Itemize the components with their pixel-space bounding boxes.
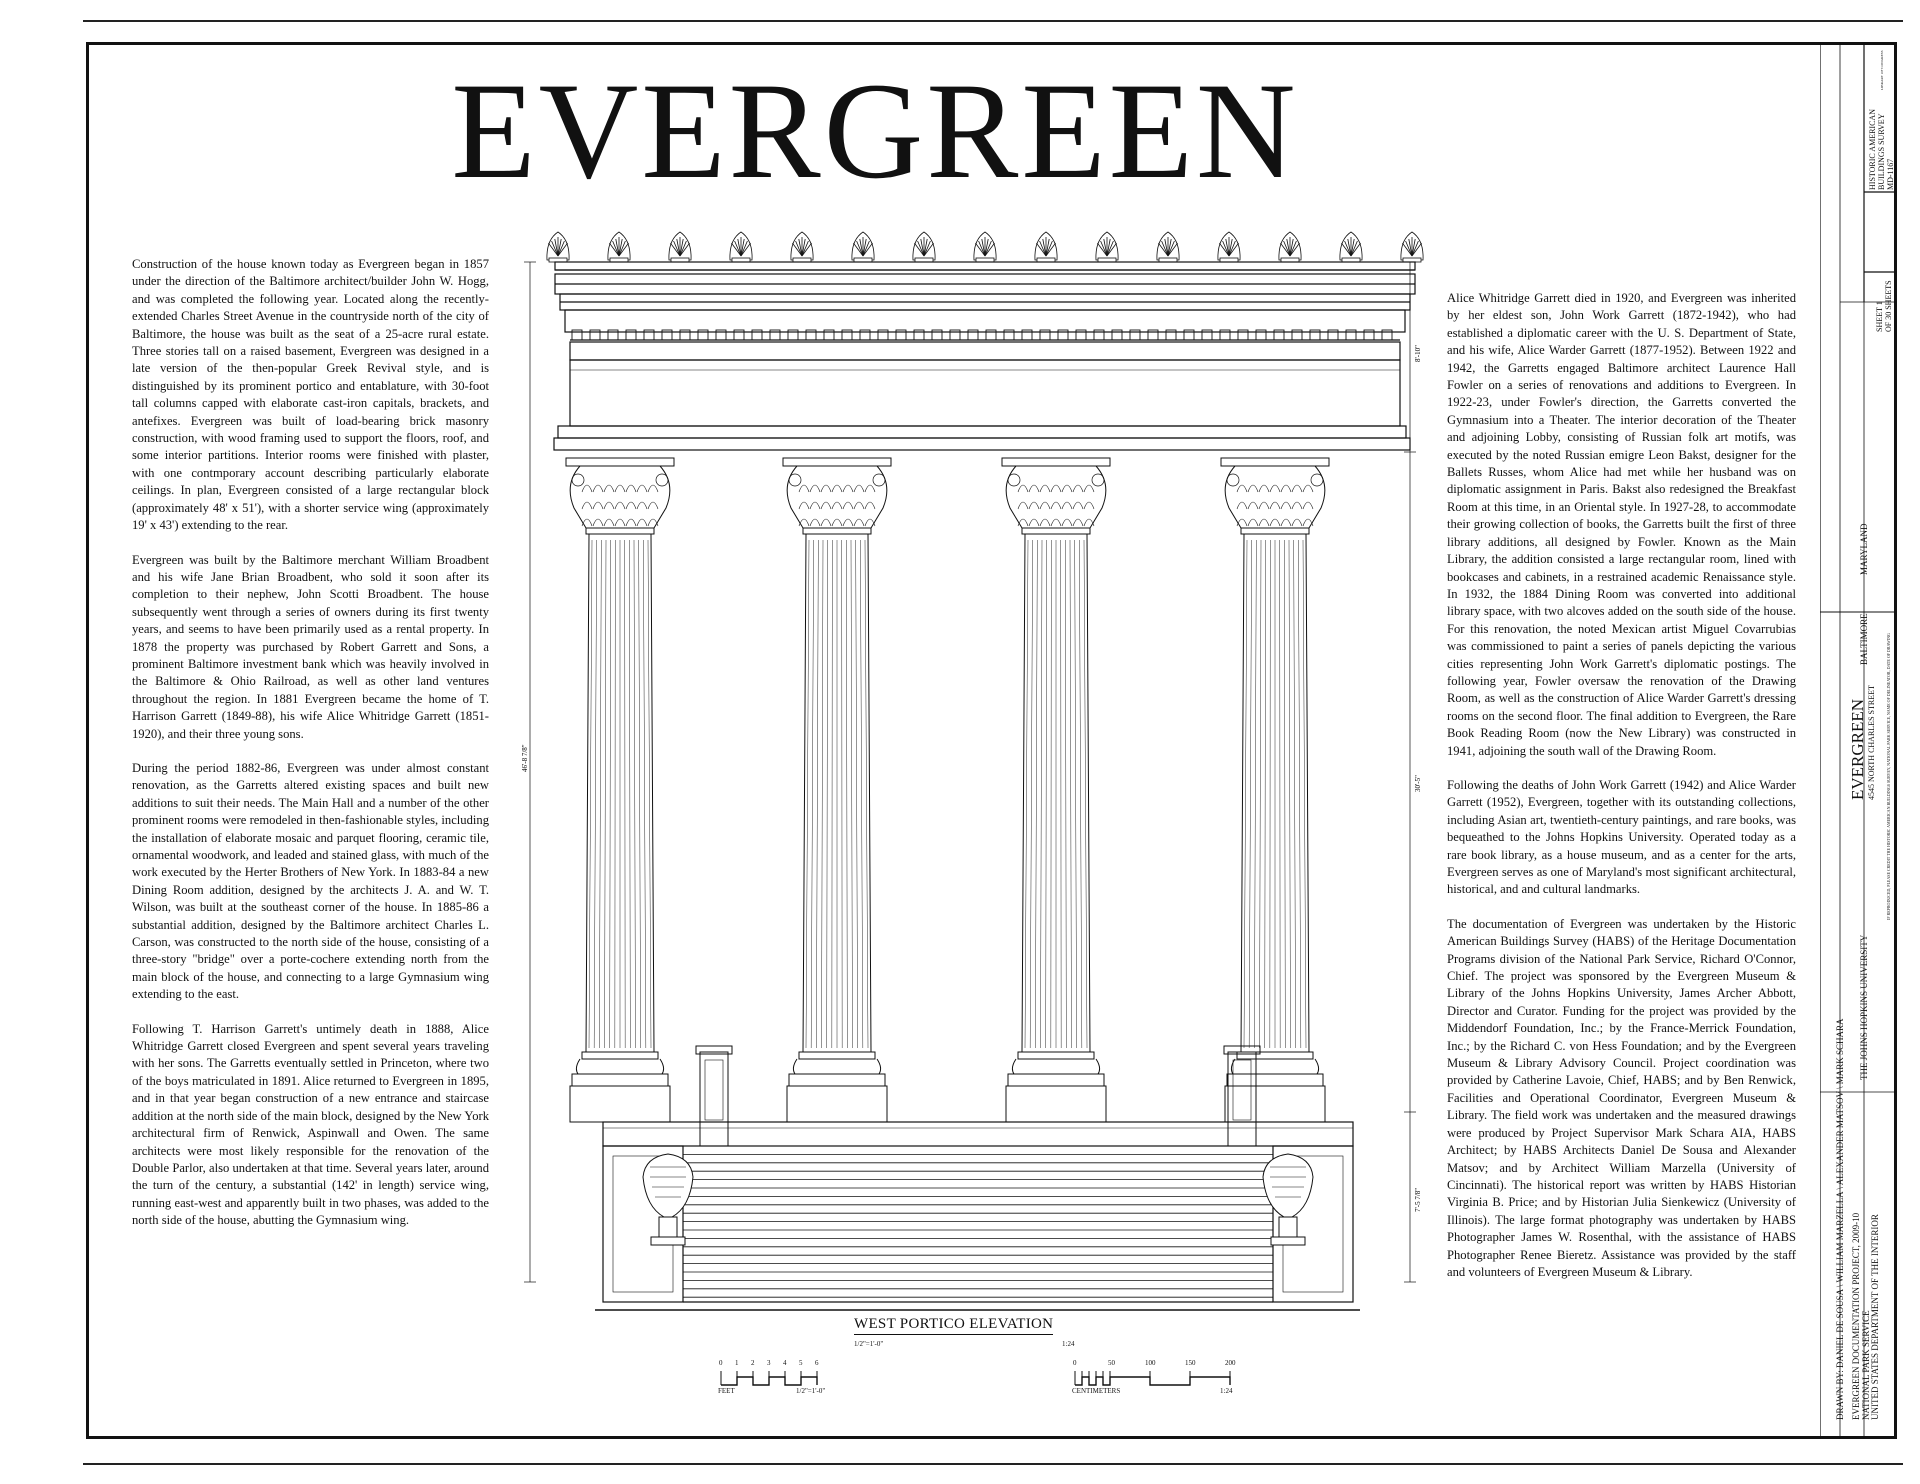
survey-line: HISTORIC AMERICAN	[1868, 109, 1877, 190]
stair-posts	[696, 1046, 1260, 1146]
history-paragraph: Following the deaths of John Work Garrett (1942) and Alice Warder Garrett (1952), Evergreen, together with its outstanding collections, including Asian art, twentieth-century paintings, and rare books, was bequeathed to the Johns Hopkins University. Operated today as a rare book library, as a house museum, and as a center for the arts, Evergreen serves as one of Maryland's most significant architectural, historical, and and cultural landmarks.	[1447, 777, 1796, 897]
corinthian-column	[1221, 458, 1329, 1122]
scale-tick-label: 150	[1185, 1359, 1196, 1367]
project-info	[1852, 1213, 1881, 1420]
state-name: MARYLAND	[1859, 523, 1869, 575]
portico-elevation-drawing	[500, 222, 1435, 1312]
antefix-row	[547, 232, 1423, 262]
antefix-ornament	[1401, 232, 1423, 262]
survey-info	[1868, 109, 1895, 190]
building-address: 4545 NORTH CHARLES STREET	[1867, 685, 1876, 800]
owner-name: THE JOHNS HOPKINS UNIVERSITY	[1859, 934, 1869, 1080]
sheet-line: OF 30 SHEETS	[1884, 280, 1893, 332]
drawing-scale-imperial: 1/2"=1'-0"	[854, 1340, 884, 1348]
history-right-column	[1447, 290, 1796, 1298]
entablature	[554, 262, 1415, 450]
antefix-ornament	[608, 232, 630, 262]
antefix-ornament	[1096, 232, 1118, 262]
dimension-base-label: 7'-5 7/8"	[1414, 1187, 1422, 1212]
dimension-entablature-label: 8'-10"	[1414, 345, 1422, 362]
antefix-ornament	[669, 232, 691, 262]
survey-number: MD-1167	[1886, 158, 1895, 190]
sheet-number	[1875, 280, 1893, 332]
scale-tick-label: 100	[1145, 1359, 1156, 1367]
scale-tick-label: 200	[1225, 1359, 1236, 1367]
history-paragraph: The documentation of Evergreen was undertaken by the Historic American Buildings Survey (HABS) of the Heritage Documentation Programs division of the National Park Service, Richard O'Connor, Chief. The project was sponsored by the Evergreen Museum & Library of the Johns Hopkins University, James Archer Abbott, Director and Curator. Funding for the project was provided by the Middendorf Foundation, Inc.; by the France-Merrick Foundation, Inc.; by the Richard C. von Hess Foundation; and by the Evergreen Museum & Library Advisory Council. Project coordination was provided by Catherine Lavoie, Chief, HABS; and by Ben Renwick, Facilities and Operational Coordinator, Evergreen Museum & Library. The field work was undertaken and the measured drawings were produced by Project Supervisor Mark Schara AIA, HABS Architect; by HABS Architects Daniel De Sousa and Alexander Matsov; and by Architect William Marzella (University of Cincinnati). The historical report was written by HABS Historian Virginia B. Price; and by Historian Julia Sienkewicz (University of Illinois). The large format photography was undertaken by HABS Photographer James W. Rosenthal, with the assistance of HABS Photographer Renee Bieretz. Assistance was provided by the staff and volunteers of Evergreen Museum & Library.	[1447, 916, 1796, 1279]
history-paragraph: Evergreen was built by the Baltimore merchant William Broadbent and his wife Jane Brian Broadbent, who sold it soon after its completion to their nephew, John Scotti Broadbent. The house subsequently went through a series of owners during its first twenty years, and seems to have been primarily used as a rental property. In 1878 the property was purchased by Robert Garrett and Sons, a prominent Baltimore investment bank which was heavily involved in the Baltimore & Ohio Railroad, as well as other land ventures throughout the region. In 1881 Evergreen became the home of T. Harrison Garrett (1849-88), his wife Alice Whitridge Garrett (1851-1920), and their three young sons.	[132, 552, 489, 741]
scale-ratio-label: 1:24	[1220, 1387, 1233, 1395]
reproduction-credit: IF REPRODUCED, PLEASE CREDIT THE HISTORIC AMERICAN BUILDINGS SURVEY, NATIONAL PARK SERVICE, NAME OF DELINEATOR, DATE OF DRAWING	[1886, 633, 1891, 920]
drawing-title: WEST PORTICO ELEVATION	[854, 1316, 1053, 1335]
urn-left	[643, 1154, 693, 1245]
scale-unit-label: FEET	[718, 1387, 735, 1395]
sheet-title: EVERGREEN	[451, 54, 1299, 207]
dimension-column-label: 30'-5"	[1414, 775, 1422, 792]
drawn-by-credit: DRAWN BY: DANIEL DE SOUSA \ WILLIAM MARZELLA \ ALEXANDER MATSOV \ MARK SCHARA	[1835, 1018, 1845, 1420]
scale-tick-label: 6	[815, 1359, 819, 1367]
antefix-ornament	[913, 232, 935, 262]
history-paragraph: Alice Whitridge Garrett died in 1920, and Evergreen was inherited by her eldest son, John Work Garrett (1872-1942), who had established a diplomatic career with the U. S. Department of State, and his wife, Alice Warder Garrett (1877-1952). Between 1922 and 1942, the Garretts engaged Baltimore architect Laurence Hall Fowler on a series of renovations and additions to Evergreen. In 1922-23, under Fowler's direction, the Garretts converted the Gymnasium into a Theater. The interior decoration of the Theater and adjoining Lobby, consisting of Russian folk art motifs, was executed by the noted Russian emigre Leon Bakst, designer for the Ballets Russes, whom Alice had met while her husband was on diplomatic assignment in Paris. Bakst also redesigned the Breakfast Room at this time, in an Oriental style. In 1927-28, to accommodate their growing collection of books, the Garretts built the first of three library additions, all designed by Fowler. Known as the Main Library, the addition consisted a large rectangular room, lined with bookcases and cabinets, in a restrained academic Renaissance style. In 1932, the 1884 Dining Room was converted into additional library space, with two alcoves added on the south side of the house. For this renovation, the noted Mexican artist Miguel Covarrubias was commissioned to paint a series of panels depicting the various cities representing John Work Garrett's diplomatic postings. The following year, Fowler oversaw the renovation of the Drawing Room, as well as the construction of Alice Warder Garrett's dressing rooms on the second floor. The final addition to Evergreen, the Rare Book Reading Room (now the New Library) was constructed in 1941, adjoining the south wall of the Drawing Room.	[1447, 291, 1796, 758]
sheet-line: SHEET 1	[1875, 301, 1884, 332]
scale-tick-label: 2	[751, 1359, 755, 1367]
antefix-ornament	[547, 232, 569, 262]
urn-right	[1263, 1154, 1313, 1245]
sheet-bottom-rule	[83, 1463, 1903, 1465]
sheet-top-rule	[83, 20, 1903, 22]
scale-tick-label: 5	[799, 1359, 803, 1367]
project-line: NATIONAL PARK SERVICE	[1860, 1310, 1871, 1420]
project-line: UNITED STATES DEPARTMENT OF THE INTERIOR	[1870, 1214, 1880, 1420]
antefix-ornament	[852, 232, 874, 262]
entry-stairs	[683, 1146, 1273, 1302]
city-name: BALTIMORE	[1859, 613, 1869, 665]
scale-bar-centimeters	[1070, 1357, 1240, 1397]
column-group	[566, 458, 1329, 1122]
antefix-ornament	[730, 232, 752, 262]
corinthian-column	[1002, 458, 1110, 1122]
scale-tick-label: 4	[783, 1359, 787, 1367]
history-paragraph: Construction of the house known today as Evergreen began in 1857 under the direction of the Baltimore architect/builder John W. Hogg, and was completed the following year. Located along the recently-extended Charles Street Avenue in the countryside north of the city of Baltimore, the house was built as the seat of a 25-acre rural estate. Three stories tall on a raised basement, Evergreen was designed in a late version of the then-popular Greek Revival style, and is distinguished by its prominent portico and entablature, with 30-foot tall columns capped with elaborate cast-iron capitals, brackets, and antefixes. Evergreen was built of load-bearing brick masonry construction, with wood framing used to support the floors, roof, and some interior partitions. Interior rooms were finished with plaster, with one contmporary account describing particularly elaborate ceilings. In plan, Evergreen consisted of a large rectangular block (approximately 48' x 51'), with a shorter service wing (approximately 19' x 43') extending to the rear.	[132, 257, 489, 533]
antefix-ornament	[791, 232, 813, 262]
portico-base	[595, 1122, 1360, 1310]
antefix-ornament	[1035, 232, 1057, 262]
scale-tick-label: 0	[1073, 1359, 1077, 1367]
dimension-right	[1404, 262, 1416, 1282]
scale-bar-feet	[716, 1357, 866, 1397]
scale-tick-label: 50	[1108, 1359, 1115, 1367]
scale-tick-label: 3	[767, 1359, 771, 1367]
project-line: EVERGREEN DOCUMENTATION PROJECT, 2009-10	[1851, 1212, 1861, 1420]
building-name: EVERGREEN	[1848, 698, 1867, 800]
antefix-ornament	[1340, 232, 1362, 262]
scale-tick-label: 1	[735, 1359, 739, 1367]
antefix-ornament	[1279, 232, 1301, 262]
antefix-ornament	[1218, 232, 1240, 262]
history-left-column	[132, 256, 489, 1247]
survey-line: BUILDINGS SURVEY	[1877, 113, 1886, 190]
scale-unit-label: CENTIMETERS	[1072, 1387, 1121, 1395]
drawing-scale-metric: 1:24	[1062, 1340, 1075, 1348]
corinthian-column	[566, 458, 674, 1122]
dimension-overall-label: 46'-8 7/8"	[521, 744, 529, 772]
scale-tick-label: 0	[719, 1359, 723, 1367]
antefix-ornament	[1157, 232, 1179, 262]
corinthian-column	[783, 458, 891, 1122]
history-paragraph: During the period 1882-86, Evergreen was under almost constant renovation, as the Garretts altered existing spaces and built new additions to suit their needs. The Main Hall and a number of the other prominent rooms were remodeled in then-fashionable styles, including the installation of elaborate mosaic and parquet flooring, ceramic tile, ornamental woodwork, and leaded and stained glass, with much of the work executed by the Herter Brothers of New York. In 1883-84 a new Dining Room addition, designed by the architects J. A. and W. T. Wilson, was built at the southeast corner of the house. In 1885-86 a substantial addition, designed by the Baltimore architect Charles L. Carson, was constructed to the north side of the house, consisting of a three-story "bridge" over a porte-cochere extending north from the main block of the house, and connecting to a large Gymnasium wing extending to the east.	[132, 760, 489, 1002]
scale-ratio-label: 1/2"=1'-0"	[796, 1387, 826, 1395]
antefix-ornament	[974, 232, 996, 262]
history-paragraph: Following T. Harrison Garrett's untimely death in 1888, Alice Whitridge Garrett closed Evergreen and spent several years traveling with her sons. The Garretts eventually settled in Princeton, where two of the boys matriculated in 1891. Alice returned to Evergreen in 1895, and in that year began construction of a new entrance and staircase addition at the north side of the main block, designed by the New York architectural firm of Renwick, Aspinwall and Owen. The same architects were most likely responsible for the renovation of the Double Parlor, also undertaken at that time. Several years later, around the turn of the century, a substantial (142' in length) service wing, running east-west and apparently built in two phases, was added to the north side of the house, abutting the Gymnasium wing.	[132, 1021, 489, 1228]
library-stamp: LIBRARY OF CONGRESS	[1880, 50, 1884, 90]
